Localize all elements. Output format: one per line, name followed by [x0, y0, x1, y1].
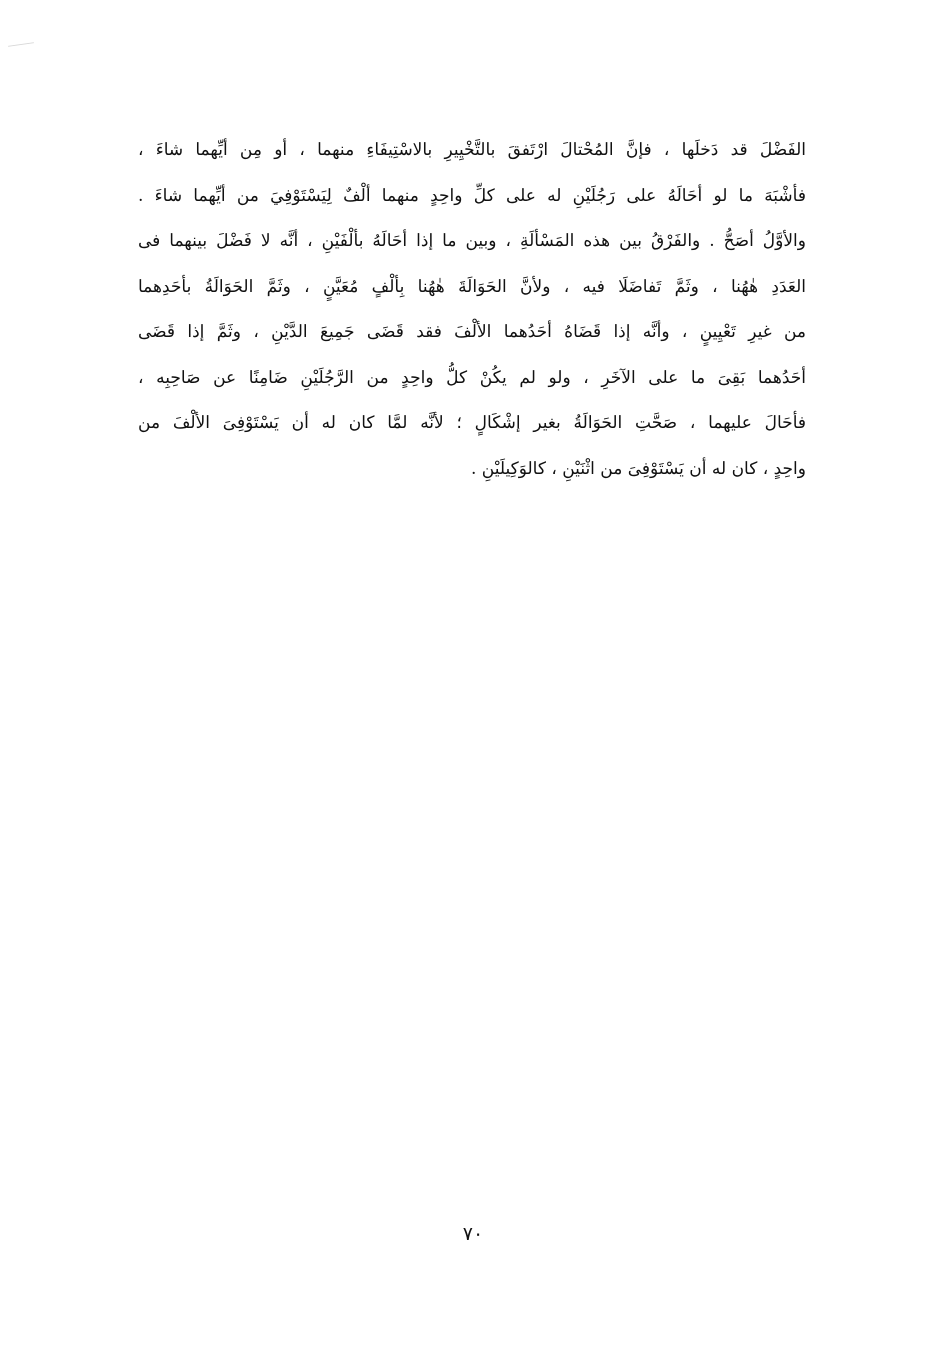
body-text: [138, 128, 806, 492]
text-line: أحَدُهما بَقِىَ ما على الآخَرِ ، ولو لم يكُنْ كلُّ واحِدٍ من الرَّجُلَيْنِ ضَامِنًا عن صَاحِبِه ،: [138, 367, 806, 388]
text-line: واحِدٍ ، كان له أن يَسْتَوْفِىَ من اثْنَيْنِ ، كالوَكِيلَيْنِ .: [470, 458, 806, 479]
text-line: فأشْبَهَ ما لو أحَالَهُ على رَجُلَيْنِ له على كلِّ واحِدٍ منهما ألْفٌ لِيَسْتَوْفِيَ من أيِّهما شاءَ .: [138, 185, 806, 206]
text-line: من غيرِ تَعْيِينٍ ، وأنَّه إذا قَضَاهُ أحَدُهما الألْفَ فقد قَضَى جَمِيعَ الدَّيْنِ ، وثَمَّ إذا قَضَى: [138, 322, 806, 342]
text-line: فأحَالَ عليهما ، صَحَّتِ الحَوَالَةُ بغير إشْكَالٍ ؛ لأنَّه لمَّا كان له أن يَسْتَوْفِىَ الألْفَ من: [138, 413, 806, 433]
text-line: الفَضْلَ قد دَخلَها ، فإنَّ المُحْتالَ ارْتَفقَ بالتَّخْيِيرِ بالاسْتِيفَاءِ منهما ، أو مِن أيِّهما شاءَ ،: [138, 140, 806, 160]
text-line: والأوَّلُ أصَحُّ . والفَرْقُ بين هذه المَسْألَةِ ، وبين ما إذا أحَالَهُ بألْفَيْنِ ، أنَّه لا فَضْلَ بينهما فى: [138, 231, 806, 251]
page-number: ٧٠: [462, 1223, 484, 1245]
scan-artifact-mark: [8, 42, 34, 47]
text-line: العَدَدِ هٰهُنا ، وثَمَّ تَفاضَلَا فيه ، ولأنَّ الحَوَالَةَ هٰهُنا بِألْفٍ مُعَيَّنٍ ، وثَمَّ الحَوَالَةُ بأحَدِهما: [138, 276, 806, 297]
